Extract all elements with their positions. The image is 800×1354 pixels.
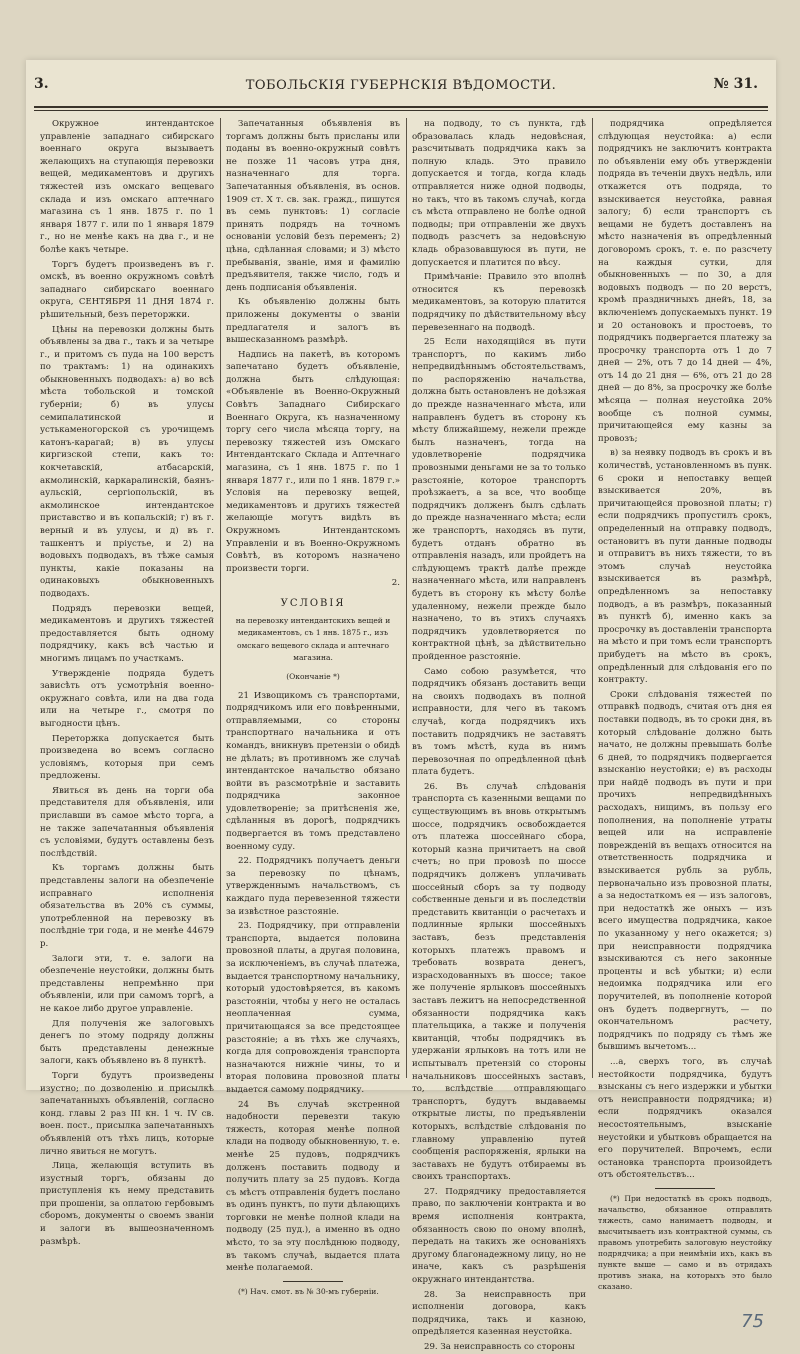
newspaper-title: ТОБОЛЬСКІЯ ГУБЕРНСКІЯ ВѢДОМОСТИ. — [245, 78, 557, 93]
paragraph: Цѣны на перевозки должны быть объявлены за два г., такъ и за четыре г., и притомъ съ пуда на 100 верстъ по трактамъ: 1) на одинакихъ обыкновенныхъ подводахъ: а) во всѣ мѣста тобольской и томской губерніи; б) въ улусы семипалатинской и устькаменогорской съ урочищемъ катонъ-карагай; в) въ улусы киргизской степи, какъ то: кокчетавскій, атбасарскій, акмолинскій, каркаралинскій, баянъ-аульскій, сергіопольскій, въ акмолинское интендантское приставство и въ копальскій; г) въ г. верный и въ улусы, и д) въ г. ташкентъ и пріустье, и 2) на водовыхъ подводахъ, въ тѣже самыя пункты, какіе показаны на одинаковыхъ обыкновенныхъ подводахъ. — [40, 324, 214, 599]
paragraph: в) за неявку подводъ въ срокъ и въ количествѣ, установленномъ въ пунк. 6 сроки и непоставку вещей взыскивается 20%, въ причитающейся провозной платы; г) если подрядчикъ пропустилъ срокъ, определенный на отправку подводъ, остановитъ въ пути данные подводы и отправитъ въ нихъ тяжести, то въ этомъ случаѣ неустойка взыскивается въ размѣрѣ, опредѣленномъ за непоставку подводъ, а въ размѣръ, показанный въ пунктѣ б), именно какъ за просрочку въ доставленіи транспорта на мѣсто и при томъ если транспортъ прибудетъ на мѣсто въ срокъ, опредѣленный для слѣдованія его по контракту. — [598, 448, 772, 686]
paragraph: Къ объявленію должны быть приложены документы о званіи предлагателя и залогъ въ вышесказанномъ размѣрѣ. — [226, 297, 400, 346]
paragraph: Торгъ будетъ произведенъ въ г. омскѣ, въ военно окружномъ совѣтѣ западнаго сибирскаго военнаго округа, СЕНТЯБРЯ 11 ДНЯ 1874 г. рѣшительный, безъ переторжки. — [40, 259, 214, 320]
section-subtitle: на перевозку интендантскихъ вещей и медикаментовъ, съ 1 янв. 1875 г., изъ омскаго вещевого склада и аптечнаго магазина. — [235, 615, 391, 663]
paragraph: Къ торгамъ должны быть представлены залоги на обезпеченіе исправнаго исполненія обязательства въ 20% съ суммы, употребленной на перевозку въ послѣдніе три года, и не менѣе 44679 р. — [40, 863, 214, 949]
paragraph: Лица, желающія вступить въ изустный торгъ, обязаны до приступленія къ нему представить при прошеніи, за оплатою гербовымъ сборомъ, документы о своемъ званіи и залоги въ вышеозначенномъ размѣрѣ. — [40, 1161, 214, 1247]
column-2 — [226, 118, 400, 1296]
paragraph: 24 Въ случаѣ экстренной надобности перевезти такую тяжесть, которая менѣе полной клади на подводу обыкновенную, т. е. менѣе 25 пудовъ, подрядчикъ долженъ поставить подводу и получить плату за 25 пудовъ. Когда съ мѣстъ отправленія будетъ послано въ одинъ пунктъ, по пути дѣлающихъ торговки не менѣе полной клади на подводу (25 пуд.), а именно въ одно мѣсто, то за эту послѣднюю подводу, въ такомъ случаѣ, выдается плата менѣе полагаемой. — [226, 1099, 400, 1274]
paragraph: на подводу, то съ пункта, гдѣ образовалась кладь недовѣсная, разсчитывать подрядчика какъ за полную кладь. Это правило допускается и тогда, когда кладь отправляется ниже одной подводы, но такъ, что въ такомъ случаѣ, когда съ мѣста отправлено не болѣе одной подводы; при отправленіи же двухъ подводъ разсчетъ за недовѣсную кладь образовавшуюся въ пути, не допускается и платится по вѣсу. — [412, 119, 586, 268]
paragraph: 25 Если находящійся въ пути транспортъ, по какимъ либо непредвидѣннымъ обстоятельствамъ, по распоряженію начальства, должна быть остановленъ не доѣзжая до прежде назначеннаго мѣста, или направленъ будетъ въ сторону къ мѣсту ближайшему, нежели прежде былъ назначенъ, тогда на удовлетвореніе подрядчика провозными деньгами не за то только разстояніе, которое транспортъ проѣзжаетъ, а за все, что вообще подрядчикъ долженъ былъ сдѣлать до прежде назначеннаго мѣста; если же транспортъ, находясь въ пути, будетъ отданъ обратно въ отправленія назадъ, или пройдетъ на слѣдующемъ трактѣ далѣе прежде назначеннаго мѣста, или направленъ будетъ въ сторону къ мѣсту болѣе удаленному, нежели прежде было назначено, то въ этихъ случаяхъ подрядчикъ удовлетворяется по контрактной цѣнѣ, за дѣйствительно пройденное разстояніе. — [412, 337, 586, 662]
footnote-rule — [283, 1281, 343, 1282]
section-title: УСЛОВІЯ — [280, 597, 346, 609]
paragraph: Окружное интендантское управленіе западнаго сибирскаго военнаго округа вызываетъ желающихъ на ступающія перевозки вещей, медикаментовъ и другихъ тяжестей изъ омскаго вещеваго склада и изъ омскаго аптечнаго магазина съ 1 янв. 1875 г. по 1 января 1877 г. или по 1 января 1879 г., но не менѣе какъ на два г., и не болѣе какъ четыре. — [40, 119, 214, 255]
column-divider — [220, 118, 221, 1078]
paragraph: Подрядъ перевозки вещей, медикаментовъ и другихъ тяжестей предоставляется быть одному подрядчику, какъ всѣ частью и многимъ лицамъ по участкамъ. — [40, 603, 214, 664]
paragraph: Надпись на пакетѣ, въ которомъ запечатано будетъ объявленіе, должна быть слѣдующая: «Объявленіе въ Военно-Окружный Совѣтъ Западнаго Сибирскаго Военнаго Округа, къ назначенному торгу сего числа мѣсяца торгу, на перевозку тяжестей изъ Омскаго Интендантскаго Склада и Аптечнаго магазина, съ 1 янв. 1875 г. по 1 января 1877 г., или по 1 янв. 1879 г.» Условія на перевозку вещей, медикаментовъ и другихъ тяжестей желающіе могутъ видѣть въ Окружномъ Интендантскомъ Управленіи и въ Военно-Окружномъ Совѣтѣ, въ которомъ назначено произвести торги. — [226, 349, 400, 574]
paragraph: Явиться въ день на торги оба представителя для объявленія, или приславши въ самое мѣсто торга, а не также запечатанныя объявленія съ условіями, будутъ оставлены безъ послѣдствій. — [40, 785, 214, 859]
page-number: 3. — [34, 76, 49, 92]
paragraph: 21 Извощикомъ съ транспортами, подрядчикомъ или его повѣренными, отправляемыми, со стороны транспортнаго начальника и отъ командъ, вникнувъ претензіи о обидѣ не дѣлать; въ противномъ же случаѣ интендантское начальство обязано войти въ разсмотрѣніе и заставить подрядчика законное удовлетвореніе; за притѣсненія же, сдѣланныя въ дорогѣ, подрядчикъ подвергается въ томъ представлено военному суду. — [226, 690, 400, 852]
paragraph: Переторжка допускается быть произведена во всемъ согласно условіямъ, которыя при семъ предложены. — [40, 733, 214, 782]
paragraph: Торги будутъ произведены изустно; по дозволенію и присылкѣ запечатанныхъ объявленій, согласно конд. главы 2 раз III кн. 1 ч. IV св. воен. пост., присылка запечатанныхъ объявленій отъ тѣхъ лицъ, которые лично явиться не могутъ. — [40, 1070, 214, 1157]
paragraph: Примѣчаніе: Правило это вполнѣ относится къ перевозкѣ медикаментовъ, за которую платится подрядчику по дѣйствительному вѣсу перевезеннаго на подводѣ. — [412, 272, 586, 333]
paragraph: Само собою разумѣется, что подрядчикъ обязанъ доставить вещи на своихъ подводахъ въ полной исправности, для чего въ такомъ случаѣ, когда подрядчикъ ихъ поставить подрядчикъ не заставятъ въ томъ мѣстѣ, куда въ нимъ перевозочная по опредѣленной цѣнѣ плата будетъ. — [412, 666, 586, 778]
column-3 — [412, 118, 586, 1352]
column-4 — [598, 118, 772, 1291]
paragraph: Запечатанныя объявленія въ торгамъ должны быть присланы или поданы въ военно-окружный совѣтъ не позже 11 часовъ утра дня, назначеннаго для торга. Запечатанныя объявленія, въ основ. 1909 ст. X т. св. зак. гражд., пишутся въ семь пунктовъ: 1) согласіе принять подрядъ на точномъ основаніи условій безъ переменъ; 2) цѣна, сдѣланная словами; и 3) мѣсто пребыванія, званіе, имя и фамилію предъявителя, также число, годъ и день подписанія объявленія. — [226, 119, 400, 293]
column-1 — [40, 118, 214, 1247]
paragraph: Утвержденіе подряда будетъ зависѣть отъ усмотрѣнія военно-окружнаго совѣта, или на два года или на четыре г., смотря по выгодности цѣнъ. — [40, 668, 214, 729]
paragraph: 27. Подрядчику предоставляется право, по заключеніи контракта и во время исполненія контракта, обязанность свою по оному вполнѣ, передать на такихъ же основаніяхъ другому благонадежному лицу, но не иначе, какъ съ разрѣшенія окружнаго интендантства. — [412, 1186, 586, 1286]
paragraph: 22. Подрядчикъ получаетъ деньги за перевозку по цѣнамъ, утвержденнымъ начальствомъ, съ каждаго пуда перевезенной тяжести за извѣстное разстояніе. — [226, 856, 400, 917]
column-divider — [592, 118, 593, 1078]
signature-mark: 2. — [391, 578, 400, 589]
footnote: (*) Нач. смот. въ № 30-мъ губерніи. — [238, 1286, 379, 1296]
paragraph: Залоги эти, т. е. залоги на обезпеченіе неустойки, должны быть представлены непремѣнно при объявленіи, или при самомъ торгѣ, а не какое либо другое управленіе. — [40, 953, 214, 1014]
continuation-note: (Окончаніе *) — [286, 671, 340, 681]
page-header — [26, 72, 776, 102]
paragraph: ...а, сверхъ того, въ случаѣ нестойкости подрядчика, будутъ взысканы съ него издержки и убытки отъ неисправности подрядчика; и) если подрядчикъ оказался несостоятельнымъ, взысканіе неустойки и убытковъ обращается на его поручителей. Впрочемъ, если остановка транспорта произойдетъ отъ обстоятельствъ... — [598, 1056, 772, 1181]
footnote-rule — [655, 1188, 715, 1189]
paragraph: подрядчика опредѣляется слѣдующая неустойка: а) если подрядчикъ не заключитъ контракта по объявленіи ему объ утвержденіи подряда въ теченіи двухъ недѣль, или откажется отъ подряда, то взыскивается неустойка, равная залогу; б) если транспортъ съ вещами не будетъ доставленъ на мѣсто назначенія въ опредѣленный договоромъ срокъ, т. е. по разсчету на каждыя сутки, для обыкновенныхъ — по 30, а для водовыхъ подводъ — по 20 верстъ, кромѣ праздничныхъ днейъ, 18, за включеніемъ допускаемыхъ пункт. 19 и 20 остановокъ и простоевъ, то подрядчикъ подвергается платежу за просрочку транспорта отъ 1 до 7 дней — 2%, отъ 7 до 14 дней — 4%, отъ 14 до 21 дня — 6%, отъ 21 до 28 дней — до 8%, за просрочку же болѣе мѣсяца — полная неустойка 20% вообще съ полной суммы, причитающейся ему казны за провозъ; — [598, 119, 772, 444]
issue-number: № 31. — [713, 76, 758, 92]
header-rule — [34, 106, 768, 108]
paragraph: 23. Подрядчику, при отправленіи транспорта, выдается половина провозной платы, а другая половина, за исключеніемъ, въ случаѣ платежа, выдается транспортному начальнику, который удостовѣряется, въ какомъ разстояніи, чтобы у него не осталась неоплаченная сумма, причитающаяся за все предстоящее разстояніе; а въ тѣхъ же случаяхъ, когда для сопровожденія транспорта назначаются нижніе чины, то и вторая половина провозной платы выдается самому подрядчику. — [226, 921, 400, 1095]
paragraph: 26. Въ случаѣ слѣдованія транспорта съ казенными вещами по существующимъ въ вновь открытымъ шоссе, подрядчикъ освобождается отъ платежа шоссейнаго сбора, который казна причитаетъ на свой счетъ; но при провозѣ по шоссе подрядчикъ долженъ уплачивать шоссейный сборъ за ту подводу собственные деньги и въ последствіи представить квитанціи о расчетахъ и подлинные ярлыки шоссейныхъ заставъ, безъ представленія которыхъ платежъ правомъ и требовать возврата денегъ, израсходованныхъ въ шоссе; такое же полученіе ярлыковъ шоссейныхъ заставъ лежитъ на непосредственной обязанности подрядчика какъ плательщика, а также и полученія квитанцій, чтобы подрядчикъ въ удержаніи ярлыковъ на тотъ или не испытывалъ претензій со стороны начальниковъ шоссейныхъ заставъ, то, вслѣдствіе отправляющаго транспортъ, будутъ выдаваемы открытые листы, по предъявленіи которыхъ, вслѣдствіе слѣдованія по главному управленію путей сообщенія распоряженія, ярлыки на заставахъ не будутъ отбираемы въ своихъ транспортахъ. — [412, 781, 586, 1183]
paragraph: 29. За неисправность со стороны — [424, 1342, 575, 1352]
column-divider — [406, 118, 407, 1078]
paragraph: Сроки слѣдованія тяжестей по отправкѣ подводъ, считая отъ дня ея поставки подводъ, въ то сроки дня, въ который слѣдованіе должно быть начато, не должны превышать болѣе 6 дней, то подрядчикъ подвергается взысканію неустойки; е) въ расходы при найдё подводъ въ пути и при прочихъ непредвидѣнныхъ расходахъ, нищимъ, въ пользу его пополнения, на пополненіе утраты вещей или на исправленіе поврежденій въ вещахъ относится на ответственность подрядчика и взыскивается рубль за рубль, первоначально изъ провозной платы, а за недостаткомъ ея — изъ залоговъ, при недостаткѣ же оныхъ — изъ всего имущества подрядчика, какое по указанному у него окажется; з) при неисправности подрядчика взыскиваются съ него законные проценты и всѣ убытки; и) если недоимка подрядчика или его поручителей, въ пополненіе которой онъ будетъ подвергнутъ, — по окончательномъ расчету, подрядчикъ по подряду съ тѣмъ же бывшимъ вычетомъ... — [598, 689, 772, 1053]
header-rule-thin — [34, 110, 768, 111]
footnote: (*) При недостаткѣ въ срокъ подводъ, начальство, обязанное отправлять тяжесть, само нанимаетъ подводы, и высчитываетъ изъ контрактной суммы, съ правомъ употребить залоговую неустойку подрядчика; а при неимѣніи ихъ, какъ въ пункте выше — само и въ отрядахъ противъ знака, на которыхъ это было сказано. — [598, 1193, 772, 1291]
paragraph: 28. За неисправность при исполненіи договора, какъ подрядчика, такъ и казною, опредѣляется казенная неустойка. — [412, 1289, 586, 1338]
handwritten-page-mark: 75 — [741, 1311, 764, 1332]
paragraph: Для полученія же залоговыхъ денегъ по этому подряду должны быть представлены денежные залоги, какъ объявлено въ 8 пунктѣ. — [40, 1018, 214, 1067]
